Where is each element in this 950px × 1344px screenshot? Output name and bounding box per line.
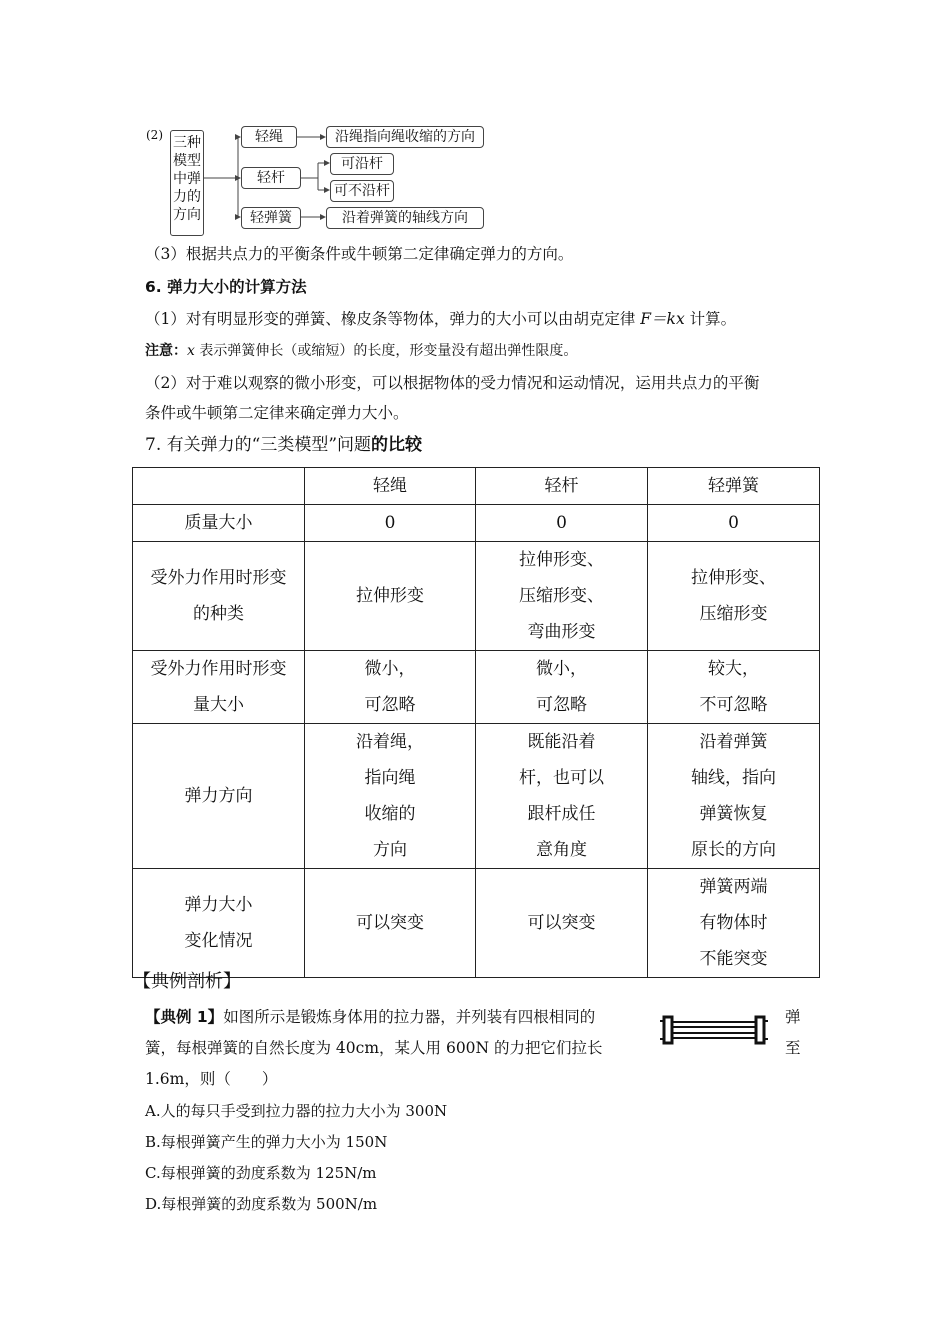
table-cell: 弹簧两端 有物体时 不能突变 — [648, 869, 820, 978]
section-6-p2-line1: （2）对于难以观察的微小形变，可以根据物体的受力情况和运动情况，运用共点力的平衡 — [145, 374, 760, 392]
result-box-rope: 沿绳指向绳收缩的方向 — [326, 126, 484, 148]
table-row — [133, 869, 820, 978]
option-a: A.人的每只手受到拉力器的拉力大小为 300N — [145, 1102, 448, 1120]
table-row — [133, 505, 820, 542]
table-row — [133, 651, 820, 724]
example-section-title: 【典例剖析】 — [133, 971, 241, 992]
table-header-row — [133, 468, 820, 505]
example-line-2: 簧，每根弹簧的自然长度为 40cm，某人用 600N 的力把它们拉长 — [145, 1039, 603, 1057]
result-box-rod-not-along: 可不沿杆 — [330, 180, 394, 202]
row-label: 受外力作用时形变 的种类 — [133, 542, 305, 651]
table-cell: 0 — [305, 505, 476, 542]
table-cell: 0 — [476, 505, 648, 542]
model-box-rod: 轻杆 — [241, 167, 301, 189]
option-c: C.每根弹簧的劲度系数为 125N/m — [145, 1164, 377, 1182]
table-cell: 0 — [648, 505, 820, 542]
table-cell: 微小， 可忽略 — [305, 651, 476, 724]
example-tag: 【典例 1】 — [145, 1008, 224, 1026]
table-header-cell: 轻绳 — [305, 468, 476, 505]
table-cell: 可以突变 — [305, 869, 476, 978]
result-box-rod-along: 可沿杆 — [330, 153, 394, 175]
chest-expander-figure — [658, 1013, 770, 1047]
comparison-table — [132, 467, 820, 978]
option-b: B.每根弹簧产生的弹力大小为 150N — [145, 1133, 388, 1151]
model-box-rope: 轻绳 — [241, 126, 297, 148]
row-label: 受外力作用时形变 量大小 — [133, 651, 305, 724]
section-6-p2-line2: 条件或牛顿第二定律来确定弹力大小。 — [145, 404, 409, 422]
table-cell: 可以突变 — [476, 869, 648, 978]
table-cell: 拉伸形变 — [305, 542, 476, 651]
row-label: 质量大小 — [133, 505, 305, 542]
section-7-title: 7. 有关弹力的“三类模型”问题的比较 — [145, 435, 423, 455]
note-label: 注意： — [145, 343, 187, 359]
table-row — [133, 542, 820, 651]
example-line-2-end: 至 — [785, 1039, 801, 1057]
hooke-formula: F＝kx — [640, 310, 685, 328]
table-header-cell: 轻弹簧 — [648, 468, 820, 505]
example-line-3: 1.6m，则（ ） — [145, 1070, 278, 1088]
row-label: 弹力大小 变化情况 — [133, 869, 305, 978]
model-direction-diagram — [140, 120, 500, 235]
table-header-cell: 轻杆 — [476, 468, 648, 505]
option-d: D.每根弹簧的劲度系数为 500N/m — [145, 1195, 378, 1213]
section-6-p1: （1）对有明显形变的弹簧、橡皮条等物体，弹力的大小可以由胡克定律 F＝kx 计算。 — [145, 310, 737, 328]
result-box-spring: 沿着弹簧的轴线方向 — [326, 207, 484, 229]
section-6-title: 6. 弹力大小的计算方法 — [145, 278, 307, 296]
table-cell: 微小， 可忽略 — [476, 651, 648, 724]
model-box-spring: 轻弹簧 — [241, 207, 301, 229]
diagram-root-text: 三种 模型 中弹 力的 方向 — [173, 135, 201, 223]
table-row — [133, 724, 820, 869]
table-cell: 沿着绳， 指向绳 收缩的 方向 — [305, 724, 476, 869]
table-cell: 拉伸形变、 压缩形变、 弯曲形变 — [476, 542, 648, 651]
table-cell: 既能沿着 杆，也可以 跟杆成任 意角度 — [476, 724, 648, 869]
table-cell: 沿着弹簧 轴线，指向 弹簧恢复 原长的方向 — [648, 724, 820, 869]
paragraph-3: （3）根据共点力的平衡条件或牛顿第二定律确定弹力的方向。 — [145, 245, 574, 263]
row-label: 弹力方向 — [133, 724, 305, 869]
table-cell: 较大， 不可忽略 — [648, 651, 820, 724]
example-line-1: 【典例 1】如图所示是锻炼身体用的拉力器，并列装有四根相同的 — [145, 1008, 596, 1026]
diagram-label: (2) — [146, 128, 163, 142]
table-header-cell — [133, 468, 305, 505]
example-line-1-end: 弹 — [785, 1008, 801, 1026]
table-cell: 拉伸形变、 压缩形变 — [648, 542, 820, 651]
section-6-note: 注意：x 表示弹簧伸长（或缩短）的长度，形变量没有超出弹性限度。 — [145, 343, 578, 359]
